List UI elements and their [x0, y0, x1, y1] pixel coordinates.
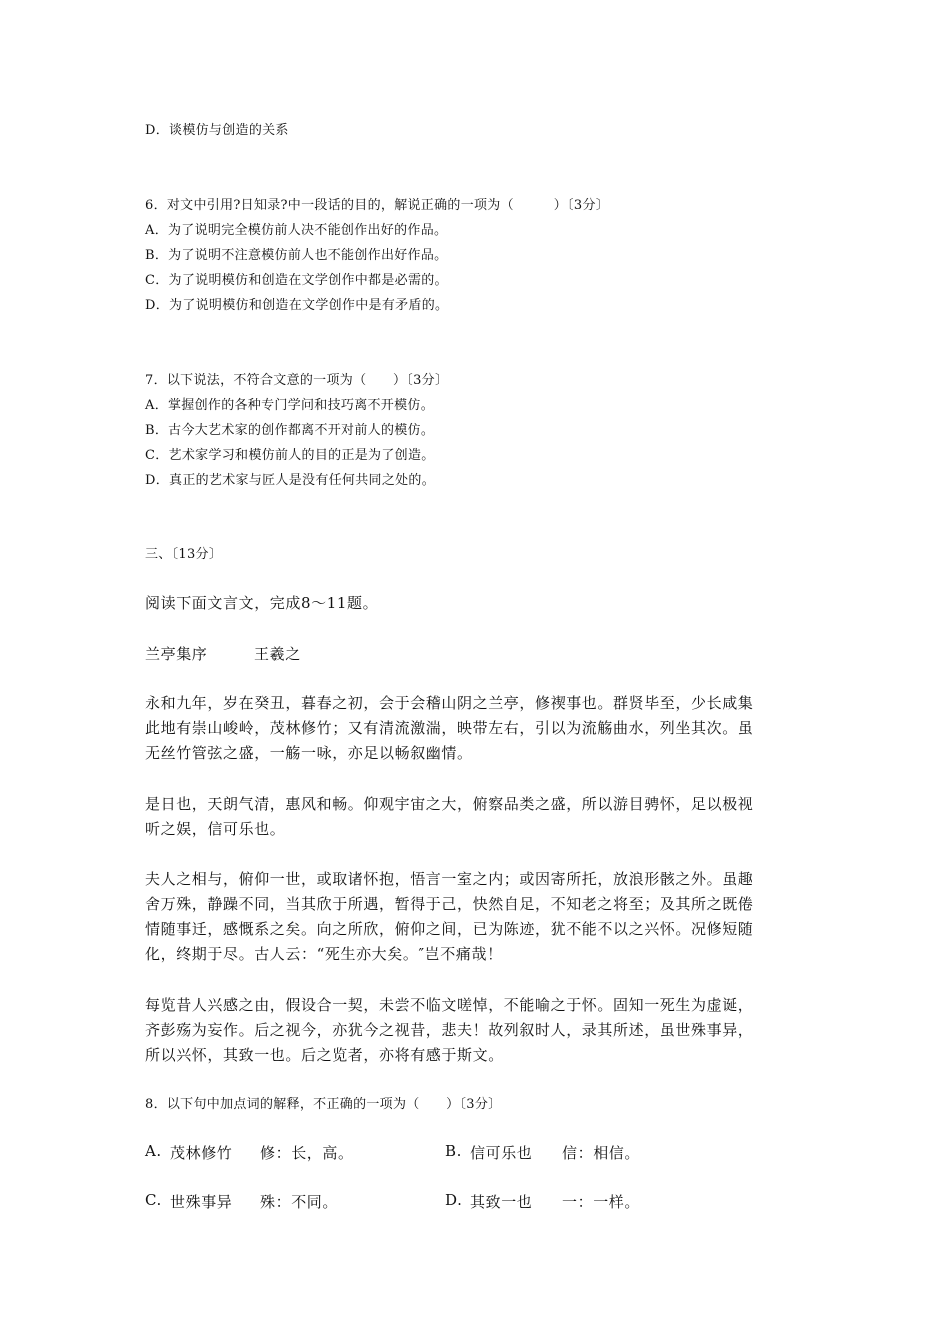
q8-option-d-gloss: 一：一样。: [562, 1193, 641, 1211]
passage-line: 是日也，天朗气清，惠风和畅。仰观宇宙之大，俯察品类之盛，所以游目骋怀，足以极视: [145, 795, 754, 813]
passage-line: 情随事迁，感慨系之矣。向之所欣，俯仰之间，已为陈迹，犹不能不以之兴怀。况修短随: [145, 920, 754, 938]
q7-option-b: B．古今大艺术家的创作都离不开对前人的模仿。: [145, 423, 435, 438]
q8-stem: 8．以下句中加点词的解释，不正确的一项为（ ）〔3分〕: [145, 1097, 502, 1112]
q8-option-a-label: A.: [145, 1142, 162, 1160]
q8-option-c-phrase: 世殊事异: [170, 1193, 233, 1211]
q7-stem: 7．以下说法，不符合文意的一项为（ ）〔3分〕: [145, 373, 449, 388]
q6-option-c: C．为了说明模仿和创造在文学创作中都是必需的。: [145, 273, 448, 288]
section-heading: 三、〔13分〕: [145, 547, 223, 562]
q8-option-d-label: D.: [445, 1191, 463, 1209]
passage-line: 永和九年，岁在癸丑，暮春之初，会于会稽山阴之兰亭，修禊事也。群贤毕至，少长咸集: [145, 694, 754, 712]
section-instruction: 阅读下面文言文，完成8～11题。: [145, 594, 379, 612]
passage-line: 齐彭殇为妄作。后之视今，亦犹今之视昔，悲夫！故列叙时人，录其所述，虽世殊事异，: [145, 1021, 754, 1039]
q5-option-d: D．谈模仿与创造的关系: [145, 123, 289, 138]
passage-author: 王羲之: [254, 645, 301, 663]
passage-line: 所以兴怀，其致一也。后之览者，亦将有感于斯文。: [145, 1046, 504, 1064]
passage-line: 无丝竹管弦之盛，一觞一咏，亦足以畅叙幽情。: [145, 744, 473, 762]
q8-option-c-label: C.: [145, 1191, 162, 1209]
q8-option-b-gloss: 信：相信。: [562, 1144, 641, 1162]
q7-option-c: C．艺术家学习和模仿前人的目的正是为了创造。: [145, 448, 435, 463]
q8-option-c-gloss: 殊：不同。: [260, 1193, 339, 1211]
q8-option-a-phrase: 茂林修竹: [170, 1144, 233, 1162]
q8-option-d-phrase: 其致一也: [470, 1193, 533, 1211]
passage-line: 此地有崇山峻岭，茂林修竹；又有清流激湍，映带左右，引以为流觞曲水，列坐其次。虽: [145, 719, 754, 737]
q8-option-b-phrase: 信可乐也: [470, 1144, 533, 1162]
q6-option-a: A．为了说明完全模仿前人决不能创作出好的作品。: [145, 223, 448, 238]
q6-option-b: B．为了说明不注意模仿前人也不能创作出好作品。: [145, 248, 448, 263]
passage-line: 舍万殊，静躁不同，当其欣于所遇，暂得于己，快然自足，不知老之将至；及其所之既倦: [145, 895, 754, 913]
q8-option-a-gloss: 修：长，高。: [260, 1144, 354, 1162]
passage-line: 夫人之相与，俯仰一世，或取诸怀抱，悟言一室之内；或因寄所托，放浪形骸之外。虽趣: [145, 870, 754, 888]
passage-title: 兰亭集序: [145, 645, 208, 663]
q6-option-d: D．为了说明模仿和创造在文学创作中是有矛盾的。: [145, 298, 449, 313]
q7-option-d: D．真正的艺术家与匠人是没有任何共同之处的。: [145, 473, 436, 488]
q8-option-b-label: B.: [445, 1142, 462, 1160]
passage-line: 化，终期于尽。古人云：“死生亦大矣。″岂不痛哉！: [145, 945, 503, 963]
passage-line: 每览昔人兴感之由，假设合一契，未尝不临文嗟悼，不能喻之于怀。固知一死生为虚诞，: [145, 996, 754, 1014]
passage-line: 听之娱，信可乐也。: [145, 820, 286, 838]
q6-stem: 6．对文中引用?日知录?中一段话的目的，解说正确的一项为（ ）〔3分〕: [145, 198, 610, 213]
q7-option-a: A．掌握创作的各种专门学问和技巧离不开模仿。: [145, 398, 434, 413]
